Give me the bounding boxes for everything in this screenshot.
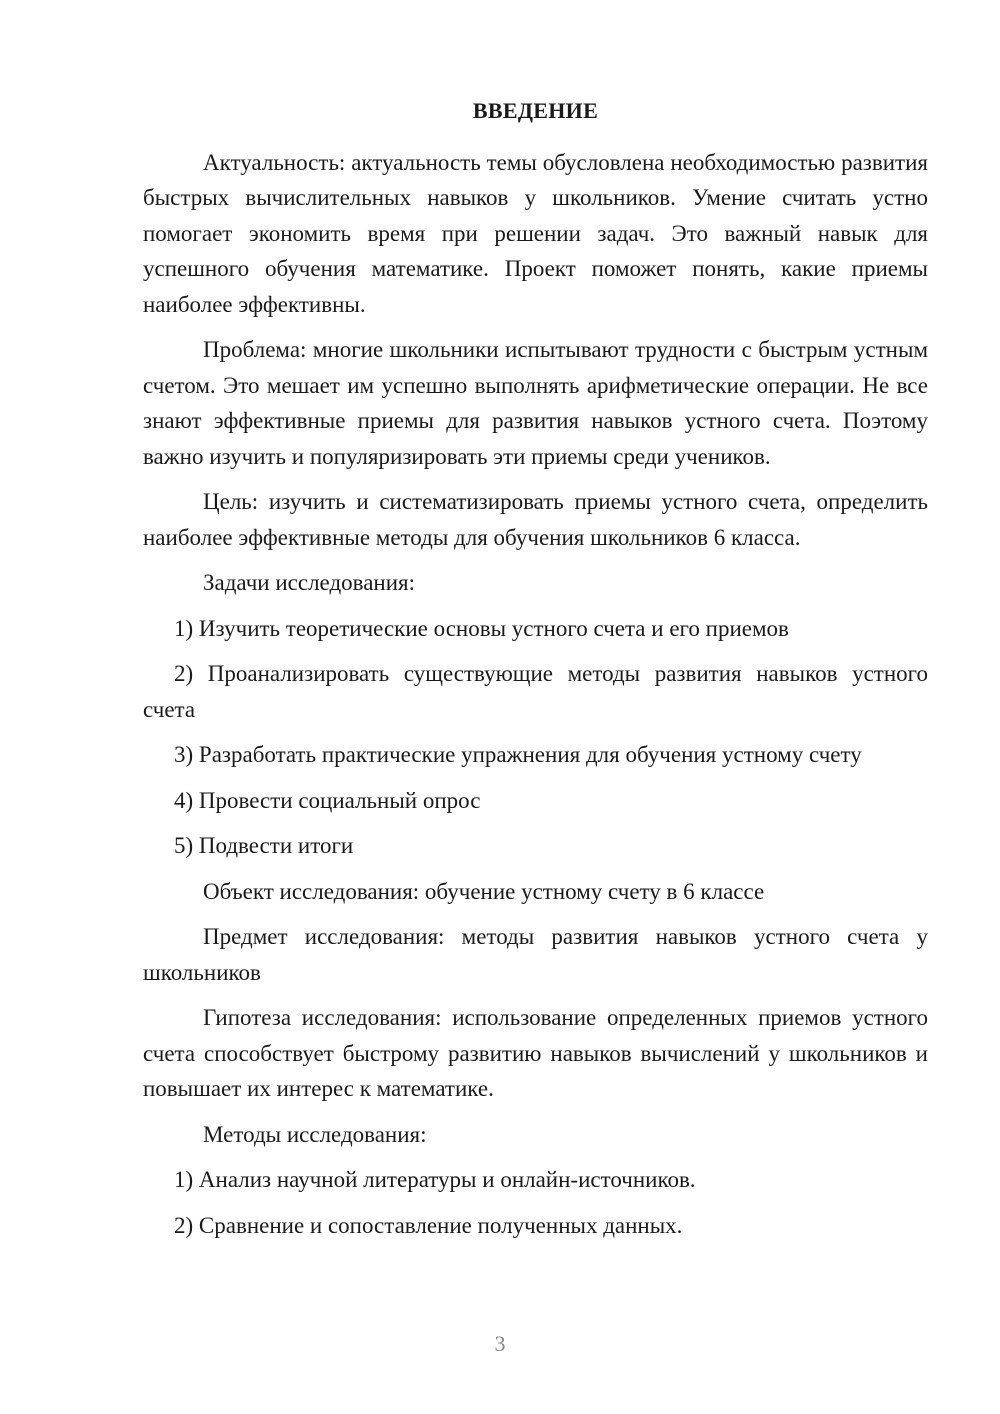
task-item-1: 1) Изучить теоретические основы устного счета и его приемов: [174, 615, 789, 641]
method-item-2: 2) Сравнение и сопоставление полученных данных.: [174, 1212, 683, 1238]
hypothesis-paragraph: Гипотеза исследования: использование определенных приемов устного счета способствует быстрому развитию навыков вычислений у школьников и повышает их интерес к математике.: [143, 1005, 928, 1101]
method-item-1: 1) Анализ научной литературы и онлайн-источников.: [174, 1167, 696, 1192]
task-item-2: 2) Проанализировать существующие методы развития навыков устного счета: [143, 661, 928, 722]
subject-paragraph: Предмет исследования: методы развития навыков устного счета у школьников: [143, 924, 928, 985]
task-item-3: 3) Разработать практические упражнения для обучения устному счету: [174, 742, 862, 767]
problem-paragraph: Проблема: многие школьники испытывают трудности с быстрым устным счетом. Это мешает им успешно выполнять арифметические операции. Не все знают эффективные приемы для развития навыков устного счета. Поэтому важно изучить и популяризировать эти приемы среди учеников.: [143, 337, 928, 469]
task-item-5: 5) Подвести итоги: [174, 833, 354, 858]
methods-heading: Методы исследования:: [203, 1121, 427, 1147]
page-title: ВВЕДЕНИЕ: [472, 98, 599, 123]
page-number: 3: [494, 1331, 506, 1356]
goal-paragraph: Цель: изучить и систематизировать приемы устного счета, определить наиболее эффективные методы для обучения школьников 6 класса.: [143, 489, 928, 550]
task-item-4: 4) Провести социальный опрос: [174, 787, 481, 813]
relevance-paragraph: Актуальность: актуальность темы обусловлена необходимостью развития быстрых вычислительных навыков у школьников. Умение считать устно помогает экономить время при решении задач. Это важный навык для успешного обучения математике. Проект поможет понять, какие приемы наиболее эффективны.: [143, 149, 928, 317]
object-paragraph: Объект исследования: обучение устному счету в 6 классе: [203, 878, 765, 904]
tasks-heading: Задачи исследования:: [203, 570, 416, 595]
page-content: [143, 93, 928, 1253]
